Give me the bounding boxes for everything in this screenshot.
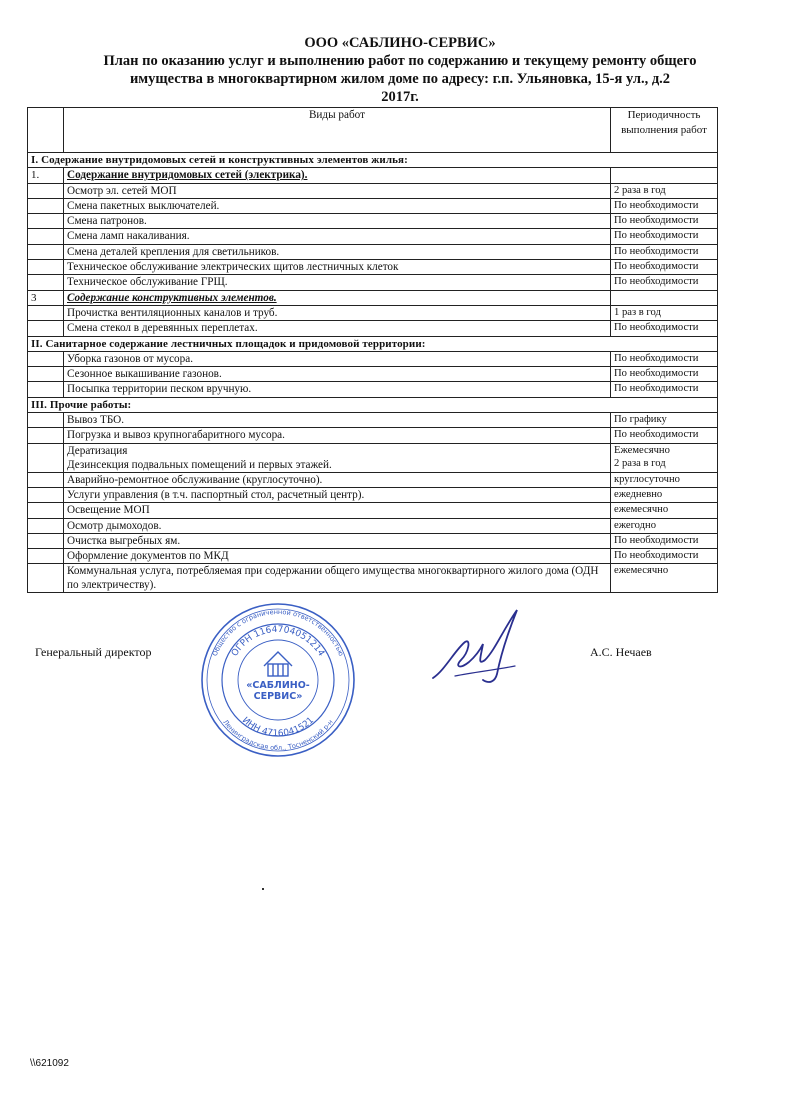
table-row (28, 244, 718, 259)
period-cell: По необходимости (611, 367, 718, 382)
period-cell: По необходимости (611, 275, 718, 290)
table-row (28, 564, 718, 593)
constructive-rows (28, 305, 718, 336)
empty-cell (28, 549, 64, 564)
stamp-name-1: «САБЛИНО- (246, 680, 310, 691)
column-header-work: Виды работ (64, 108, 611, 153)
empty-cell (28, 260, 64, 275)
scan-speck (262, 888, 264, 890)
period-cell: По необходимости (611, 229, 718, 244)
empty-cell (28, 472, 64, 487)
work-cell: Освещение МОП (64, 503, 611, 518)
section-title-3: III. Прочие работы: (28, 397, 718, 412)
empty-cell (28, 533, 64, 548)
empty-cell (28, 214, 64, 229)
director-position: Генеральный директор (35, 645, 152, 659)
period-deratization: Ежемесячно (614, 444, 670, 456)
section-row (28, 336, 718, 351)
table-row (28, 229, 718, 244)
period-cell: По необходимости (611, 351, 718, 366)
subsection-title-constructive: Содержание конструктивных элементов. (64, 290, 611, 305)
empty-cell (28, 305, 64, 320)
empty-cell (28, 244, 64, 259)
work-deratization: Дератизация (67, 444, 128, 457)
work-cell: Оформление документов по МКД (64, 549, 611, 564)
empty-cell (28, 367, 64, 382)
work-cell: Техническое обслуживание ГРЩ. (64, 275, 611, 290)
table-row (28, 533, 718, 548)
period-cell: По необходимости (611, 382, 718, 397)
period-cell (611, 443, 718, 472)
period-cell: По необходимости (611, 198, 718, 213)
table-row (28, 275, 718, 290)
empty-cell (28, 413, 64, 428)
section-row (28, 397, 718, 412)
period-cell: ежемесячно (611, 503, 718, 518)
period-cell: По графику (611, 413, 718, 428)
period-cell: 2 раза в год (611, 183, 718, 198)
header-num-cell (28, 108, 64, 153)
period-cell: ежедневно (611, 487, 718, 502)
work-cell: Уборка газонов от мусора. (64, 351, 611, 366)
table-row (28, 472, 718, 487)
works-table (27, 107, 718, 593)
table-row (28, 428, 718, 443)
work-cell: Смена пакетных выключателей. (64, 198, 611, 213)
work-cell: Осмотр дымоходов. (64, 518, 611, 533)
empty-cell (28, 382, 64, 397)
section-title-2: II. Санитарное содержание лестничных площадок и придомовой территории: (28, 336, 718, 351)
subsection-row (28, 290, 718, 305)
stamp-ogrn: ОГРН 1164704051214 (229, 624, 327, 659)
title-line-2: имущества в многоквартирном жилом доме по адресу: г.п. Ульяновка, 15-я ул., д.2 (129, 71, 671, 87)
empty-cell (611, 168, 718, 183)
period-cell: 1 раз в год (611, 305, 718, 320)
empty-cell (28, 443, 64, 472)
table-header-row (28, 108, 718, 153)
work-cell: Посыпка территории песком вручную. (64, 382, 611, 397)
empty-cell (28, 503, 64, 518)
empty-cell (28, 198, 64, 213)
document-id: \\621092 (30, 1058, 69, 1069)
table-row (28, 518, 718, 533)
subsection-number: 1. (28, 168, 64, 183)
empty-cell (611, 290, 718, 305)
title-year: 2017г. (381, 89, 419, 105)
work-cell: Смена деталей крепления для светильников. (64, 244, 611, 259)
period-cell: ежегодно (611, 518, 718, 533)
svg-text:ОГРН 1164704051214 (230, 625, 326, 659)
stamp-house-icon (264, 652, 292, 676)
subsection-row (28, 168, 718, 183)
work-cell: Смена патронов. (64, 214, 611, 229)
work-cell: Техническое обслуживание электрических щитов лестничных клеток (64, 260, 611, 275)
empty-cell (28, 487, 64, 502)
table-row (28, 351, 718, 366)
stamp-inn: ИНН 4716041521 (239, 715, 317, 740)
section-row (28, 153, 718, 168)
table-row (28, 183, 718, 198)
period-cell: круглосуточно (611, 472, 718, 487)
work-cell: Услуги управления (в т.ч. паспортный стол, расчетный центр). (64, 487, 611, 502)
work-cell: Смена ламп накаливания. (64, 229, 611, 244)
work-cell: Осмотр эл. сетей МОП (64, 183, 611, 198)
table-row (28, 214, 718, 229)
stamp-region: Ленинградская обл., Тосненский р-н (221, 718, 335, 753)
work-cell-communal: Коммунальная услуга, потребляемая при содержании общего имущества многоквартирного жилого дома (ОДН по электричеству). (64, 564, 611, 593)
column-header-period: Периодичность выполнения работ (611, 108, 718, 153)
table-row (28, 321, 718, 336)
work-disinsection: Дезинсекция подвальных помещений и первых этажей. (67, 458, 332, 471)
table-row (28, 382, 718, 397)
sanitary-rows (28, 351, 718, 397)
empty-cell (28, 275, 64, 290)
period-cell: По необходимости (611, 428, 718, 443)
work-cell: Вывоз ТБО. (64, 413, 611, 428)
company-name: ООО «САБЛИНО-СЕРВИС» (304, 35, 496, 51)
stamp-top-text: Общество с ограниченной ответственностью (210, 607, 346, 658)
work-cell: Погрузка и вывоз крупногабаритного мусора. (64, 428, 611, 443)
period-disinsection: 2 раза в год (614, 457, 666, 469)
period-cell: По необходимости (611, 533, 718, 548)
table-row (28, 487, 718, 502)
table-row (28, 198, 718, 213)
company-stamp (198, 600, 358, 760)
table-row (28, 443, 718, 472)
svg-text:ИНН 4716041521 (240, 716, 316, 740)
period-cell: По необходимости (611, 321, 718, 336)
empty-cell (28, 229, 64, 244)
work-cell: Аварийно-ремонтное обслуживание (круглосуточно). (64, 472, 611, 487)
period-cell: По необходимости (611, 244, 718, 259)
section-title-1: I. Содержание внутридомовых сетей и конструктивных элементов жилья: (28, 153, 718, 168)
empty-cell (28, 564, 64, 593)
empty-cell (28, 351, 64, 366)
work-cell: Смена стекол в деревянных переплетах. (64, 321, 611, 336)
table-row (28, 413, 718, 428)
table-row (28, 260, 718, 275)
period-cell: По необходимости (611, 549, 718, 564)
work-cell: Прочистка вентиляционных каналов и труб. (64, 305, 611, 320)
document-header (40, 34, 760, 106)
empty-cell (28, 321, 64, 336)
other-rows-2 (28, 472, 718, 564)
table-row (28, 367, 718, 382)
director-name: А.С. Нечаев (590, 645, 652, 659)
empty-cell (28, 428, 64, 443)
stamp-name-2: СЕРВИС» (253, 691, 303, 702)
work-cell: Сезонное выкашивание газонов. (64, 367, 611, 382)
period-cell: ежемесячно (611, 564, 718, 593)
period-cell: По необходимости (611, 214, 718, 229)
electrics-rows (28, 183, 718, 290)
title-line-1: План по оказанию услуг и выполнению работ по содержанию и текущему ремонту общего (103, 53, 697, 69)
work-cell: Очистка выгребных ям. (64, 533, 611, 548)
subsection-title-electrics: Содержание внутридомовых сетей (электрика). (64, 168, 611, 183)
work-cell (64, 443, 611, 472)
empty-cell (28, 518, 64, 533)
empty-cell (28, 183, 64, 198)
period-cell: По необходимости (611, 260, 718, 275)
table-row (28, 305, 718, 320)
other-rows-1 (28, 413, 718, 444)
subsection-number: 3 (28, 290, 64, 305)
director-signature (425, 600, 545, 700)
table-row (28, 503, 718, 518)
table-row (28, 549, 718, 564)
